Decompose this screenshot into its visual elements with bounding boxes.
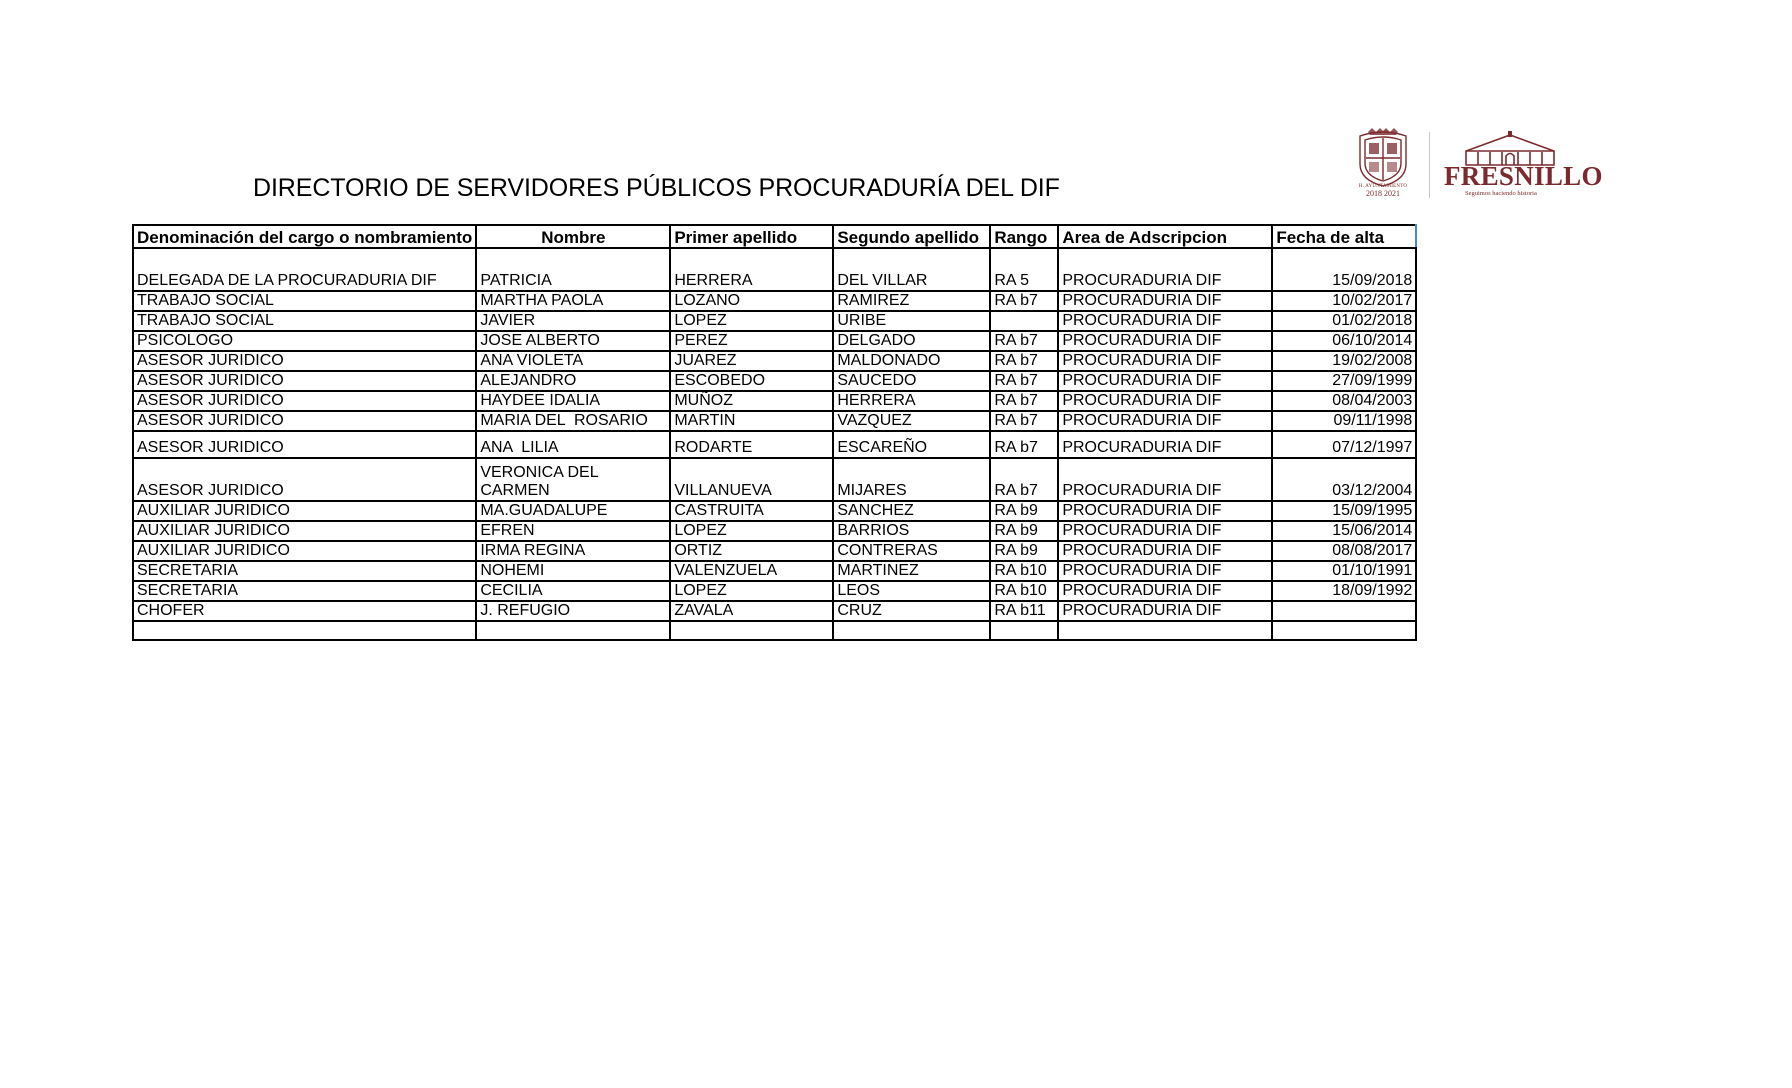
cell-fecha: 18/09/1992 — [1272, 581, 1416, 601]
table-row — [133, 431, 1416, 458]
table-row — [133, 291, 1416, 311]
cell-primer-apellido: ESCOBEDO — [670, 371, 833, 391]
cell-primer-apellido: ZAVALA — [670, 601, 833, 621]
cell-cargo: AUXILIAR JURIDICO — [133, 501, 476, 521]
table-row — [133, 248, 1416, 291]
cell-nombre: PATRICIA — [476, 248, 670, 291]
header-area: Area de Adscripcion — [1058, 225, 1272, 248]
table-row — [133, 351, 1416, 371]
cell-nombre: EFREN — [476, 521, 670, 541]
page-title: DIRECTORIO DE SERVIDORES PÚBLICOS PROCURADURÍA DEL DIF — [253, 174, 1060, 202]
cell-cargo: TRABAJO SOCIAL — [133, 291, 476, 311]
cell-fecha: 10/02/2017 — [1272, 291, 1416, 311]
cell-segundo-apellido: CONTRERAS — [833, 541, 990, 561]
cell-primer-apellido: LOPEZ — [670, 311, 833, 331]
cell-fecha: 15/06/2014 — [1272, 521, 1416, 541]
cell-nombre — [476, 621, 670, 640]
cell-primer-apellido: RODARTE — [670, 431, 833, 458]
cell-area: PROCURADURIA DIF — [1058, 458, 1272, 501]
cell-primer-apellido: MUÑOZ — [670, 391, 833, 411]
cell-area: PROCURADURIA DIF — [1058, 431, 1272, 458]
cell-primer-apellido: LOZANO — [670, 291, 833, 311]
crest-caption: H. AYUNTAMIENTO 2018 2021 — [1358, 184, 1408, 198]
cell-cargo: PSICOLOGO — [133, 331, 476, 351]
cell-fecha: 08/08/2017 — [1272, 541, 1416, 561]
cell-nombre: JAVIER — [476, 311, 670, 331]
cell-cargo: CHOFER — [133, 601, 476, 621]
cell-segundo-apellido: BARRIOS — [833, 521, 990, 541]
cell-cargo: AUXILIAR JURIDICO — [133, 541, 476, 561]
cell-nombre: IRMA REGINA — [476, 541, 670, 561]
table-row — [133, 331, 1416, 351]
table-row — [133, 521, 1416, 541]
cell-segundo-apellido: HERRERA — [833, 391, 990, 411]
cell-nombre: ANA VIOLETA — [476, 351, 670, 371]
logo-divider — [1429, 132, 1430, 198]
cell-cargo: SECRETARIA — [133, 581, 476, 601]
cell-cargo: DELEGADA DE LA PROCURADURIA DIF — [133, 248, 476, 291]
header-rango: Rango — [990, 225, 1058, 248]
cell-nombre: HAYDEE IDALIA — [476, 391, 670, 411]
cell-area: PROCURADURIA DIF — [1058, 311, 1272, 331]
cell-rango: RA b7 — [990, 291, 1058, 311]
cell-nombre: VERONICA DEL CARMEN — [476, 458, 670, 501]
header-segundo-apellido: Segundo apellido — [833, 225, 990, 248]
table-row — [133, 561, 1416, 581]
cell-fecha: 01/10/1991 — [1272, 561, 1416, 581]
cell-fecha: 03/12/2004 — [1272, 458, 1416, 501]
cell-fecha: 07/12/1997 — [1272, 431, 1416, 458]
cell-primer-apellido: JUAREZ — [670, 351, 833, 371]
cell-fecha: 08/04/2003 — [1272, 391, 1416, 411]
cell-cargo: ASESOR JURIDICO — [133, 351, 476, 371]
header-logos — [1348, 126, 1603, 202]
cell-cargo: SECRETARIA — [133, 561, 476, 581]
cell-primer-apellido: MARTIN — [670, 411, 833, 431]
cell-segundo-apellido: DEL VILLAR — [833, 248, 990, 291]
cell-segundo-apellido: ESCAREÑO — [833, 431, 990, 458]
cell-nombre: ALEJANDRO — [476, 371, 670, 391]
cell-rango — [990, 621, 1058, 640]
cell-segundo-apellido: DELGADO — [833, 331, 990, 351]
cell-fecha — [1272, 601, 1416, 621]
table-row — [133, 581, 1416, 601]
cell-nombre: MARTHA PAOLA — [476, 291, 670, 311]
cell-primer-apellido: CASTRUITA — [670, 501, 833, 521]
cell-area — [1058, 621, 1272, 640]
cell-area: PROCURADURIA DIF — [1058, 248, 1272, 291]
cell-fecha: 06/10/2014 — [1272, 331, 1416, 351]
cell-segundo-apellido: RAMIREZ — [833, 291, 990, 311]
cell-cargo: ASESOR JURIDICO — [133, 458, 476, 501]
cell-area: PROCURADURIA DIF — [1058, 291, 1272, 311]
table-row — [133, 501, 1416, 521]
cell-primer-apellido: VALENZUELA — [670, 561, 833, 581]
cell-fecha: 15/09/2018 — [1272, 248, 1416, 291]
cell-segundo-apellido: MIJARES — [833, 458, 990, 501]
cell-nombre: ANA LILIA — [476, 431, 670, 458]
cell-primer-apellido: ORTIZ — [670, 541, 833, 561]
cell-rango: RA b9 — [990, 501, 1058, 521]
table-row — [133, 601, 1416, 621]
table-row — [133, 371, 1416, 391]
cell-area: PROCURADURIA DIF — [1058, 601, 1272, 621]
cell-area: PROCURADURIA DIF — [1058, 331, 1272, 351]
table-row — [133, 411, 1416, 431]
cell-primer-apellido: HERRERA — [670, 248, 833, 291]
cell-area: PROCURADURIA DIF — [1058, 581, 1272, 601]
cell-rango: RA b10 — [990, 561, 1058, 581]
cell-area: PROCURADURIA DIF — [1058, 541, 1272, 561]
cell-segundo-apellido: CRUZ — [833, 601, 990, 621]
cell-primer-apellido: VILLANUEVA — [670, 458, 833, 501]
cell-rango: RA b7 — [990, 371, 1058, 391]
cell-segundo-apellido: SAUCEDO — [833, 371, 990, 391]
header-cargo: Denominación del cargo o nombramiento — [133, 225, 476, 248]
cell-rango: RA b7 — [990, 458, 1058, 501]
cell-rango: RA b7 — [990, 391, 1058, 411]
directory-table — [132, 224, 1417, 641]
table-row — [133, 458, 1416, 501]
cell-area: PROCURADURIA DIF — [1058, 351, 1272, 371]
cell-segundo-apellido: LEOS — [833, 581, 990, 601]
cell-rango: RA b7 — [990, 411, 1058, 431]
cell-rango: RA 5 — [990, 248, 1058, 291]
cell-rango: RA b7 — [990, 351, 1058, 371]
cell-segundo-apellido: MALDONADO — [833, 351, 990, 371]
cell-rango: RA b9 — [990, 541, 1058, 561]
cell-area: PROCURADURIA DIF — [1058, 391, 1272, 411]
cell-segundo-apellido: VAZQUEZ — [833, 411, 990, 431]
cell-primer-apellido: LOPEZ — [670, 581, 833, 601]
cell-fecha: 01/02/2018 — [1272, 311, 1416, 331]
cell-nombre: CECILIA — [476, 581, 670, 601]
cell-area: PROCURADURIA DIF — [1058, 561, 1272, 581]
cell-segundo-apellido — [833, 621, 990, 640]
table-header-row — [133, 225, 1416, 248]
header-primer-apellido: Primer apellido — [670, 225, 833, 248]
cell-rango: RA b7 — [990, 431, 1058, 458]
cell-primer-apellido: LOPEZ — [670, 521, 833, 541]
cell-rango: RA b10 — [990, 581, 1058, 601]
fresnillo-wordmark: FRESNILLO — [1444, 161, 1603, 191]
cell-segundo-apellido: SANCHEZ — [833, 501, 990, 521]
table-row — [133, 391, 1416, 411]
cell-segundo-apellido: MARTINEZ — [833, 561, 990, 581]
header-nombre: Nombre — [476, 225, 670, 248]
cell-area: PROCURADURIA DIF — [1058, 521, 1272, 541]
cell-rango: RA b7 — [990, 331, 1058, 351]
cell-cargo: ASESOR JURIDICO — [133, 391, 476, 411]
cell-cargo: AUXILIAR JURIDICO — [133, 521, 476, 541]
cell-fecha: 15/09/1995 — [1272, 501, 1416, 521]
cell-nombre: NOHEMI — [476, 561, 670, 581]
header-fecha: Fecha de alta — [1272, 225, 1416, 248]
cell-cargo: TRABAJO SOCIAL — [133, 311, 476, 331]
fresnillo-tagline: Seguimos haciendo historia — [1465, 190, 1537, 197]
cell-cargo: ASESOR JURIDICO — [133, 371, 476, 391]
cell-rango — [990, 311, 1058, 331]
cell-nombre: MARIA DEL ROSARIO — [476, 411, 670, 431]
cell-cargo — [133, 621, 476, 640]
cell-fecha: 09/11/1998 — [1272, 411, 1416, 431]
cell-segundo-apellido: URIBE — [833, 311, 990, 331]
cell-fecha — [1272, 621, 1416, 640]
cell-cargo: ASESOR JURIDICO — [133, 411, 476, 431]
table-row — [133, 621, 1416, 640]
cell-fecha: 27/09/1999 — [1272, 371, 1416, 391]
cell-primer-apellido: PEREZ — [670, 331, 833, 351]
cell-area: PROCURADURIA DIF — [1058, 501, 1272, 521]
cell-nombre: MA.GUADALUPE — [476, 501, 670, 521]
cell-rango: RA b11 — [990, 601, 1058, 621]
cell-cargo: ASESOR JURIDICO — [133, 431, 476, 458]
table-row — [133, 311, 1416, 331]
cell-area: PROCURADURIA DIF — [1058, 371, 1272, 391]
table-row — [133, 541, 1416, 561]
cell-nombre: J. REFUGIO — [476, 601, 670, 621]
cell-rango: RA b9 — [990, 521, 1058, 541]
cell-fecha: 19/02/2008 — [1272, 351, 1416, 371]
cell-area: PROCURADURIA DIF — [1058, 411, 1272, 431]
cell-nombre: JOSE ALBERTO — [476, 331, 670, 351]
cell-primer-apellido — [670, 621, 833, 640]
